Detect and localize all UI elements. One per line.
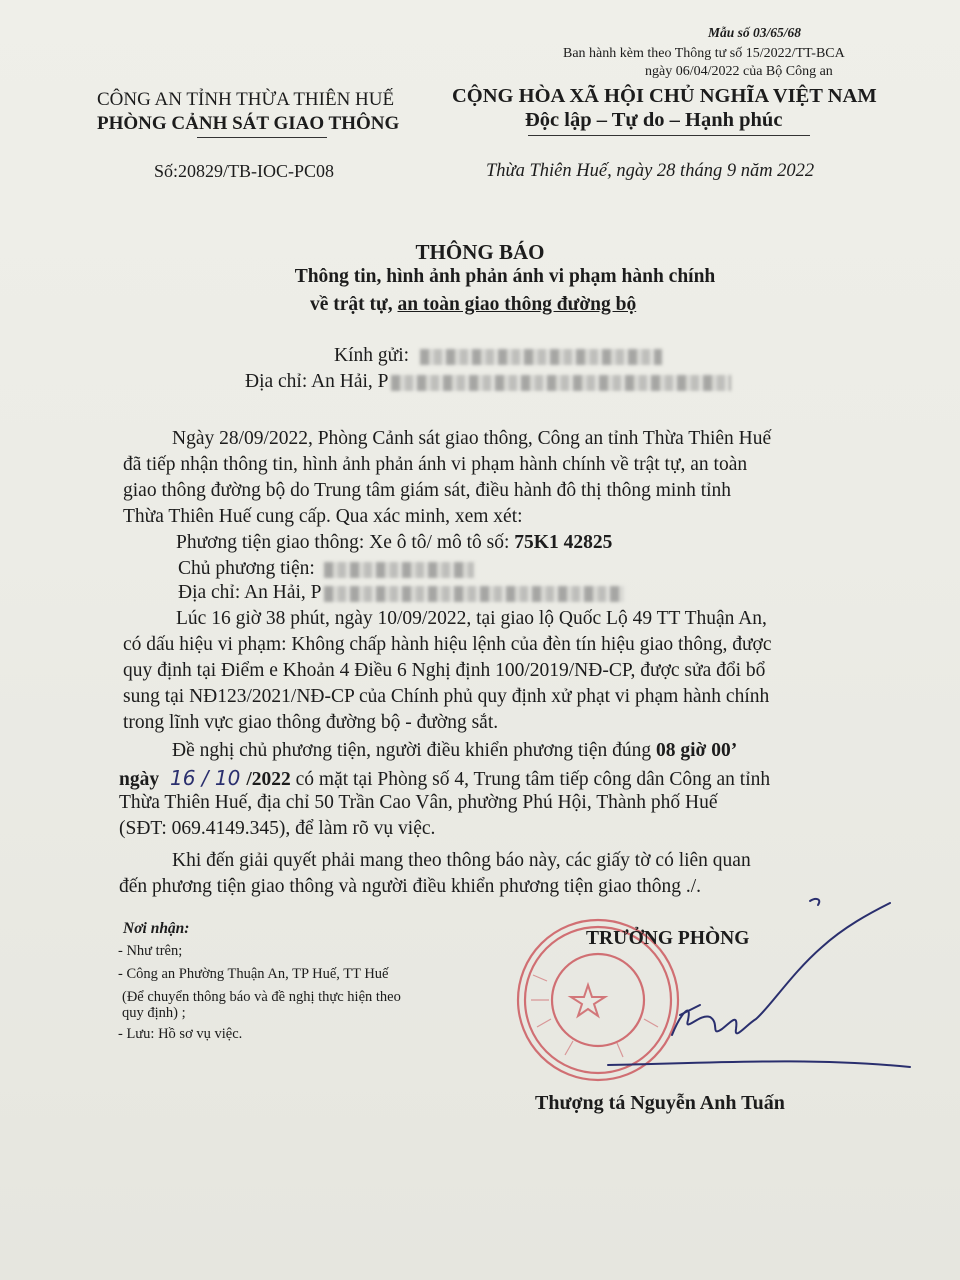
owner-label: Chủ phương tiện: bbox=[178, 558, 315, 579]
p4-line-2: đến phương tiện giao thông và người điều khiển phương tiện giao thông ./. bbox=[119, 876, 702, 897]
subtitle-2-underlined: an toàn giao thông đường bộ bbox=[397, 294, 637, 315]
handwritten-signature-icon bbox=[560, 895, 920, 1085]
p1-line-3: giao thông đường bộ do Trung tâm giám sát, điều hành đô thị thông minh tỉnh bbox=[123, 480, 732, 501]
addressee-to-label: Kính gửi: bbox=[334, 345, 410, 366]
notice-subtitle-1: Thông tin, hình ảnh phản ánh vi phạm hành chính bbox=[294, 266, 716, 287]
recipient-line-4: quy định) ; bbox=[122, 1005, 186, 1021]
signer-role: TRƯỞNG PHÒNG bbox=[586, 928, 750, 949]
p1-line-2: đã tiếp nhận thông tin, hình ảnh phản ánh vi phạm hành chính về trật tự, an toàn bbox=[123, 454, 748, 475]
redacted-owner-name bbox=[324, 562, 474, 578]
form-issued-line-1: Ban hành kèm theo Thông tư số 15/2022/TT-BCA bbox=[563, 46, 845, 61]
place-date: Thừa Thiên Huế, ngày 28 tháng 9 năm 2022 bbox=[486, 161, 815, 181]
form-issued-line-2: ngày 06/04/2022 của Bộ Công an bbox=[645, 64, 833, 79]
subtitle-2-prefix: về trật tự, bbox=[310, 294, 398, 315]
recipient-line-1: - Như trên; bbox=[118, 943, 183, 959]
appointment-year: /2022 bbox=[246, 769, 291, 790]
agency-name: PHÒNG CẢNH SÁT GIAO THÔNG bbox=[97, 113, 400, 134]
form-code: Mẫu số 03/65/68 bbox=[708, 25, 802, 40]
p2-line-2: có dấu hiệu vi phạm: Không chấp hành hiệu lệnh của đèn tín hiệu giao thông, được bbox=[123, 634, 772, 655]
recipient-line-5: - Lưu: Hồ sơ vụ việc. bbox=[118, 1026, 243, 1042]
p3-line-1 bbox=[172, 740, 737, 762]
p3-line-3: Thừa Thiên Huế, địa chỉ 50 Trần Cao Vân, phường Phú Hội, Thành phố Huế bbox=[119, 792, 718, 813]
recipient-line-2: - Công an Phường Thuận An, TP Huế, TT Huế bbox=[118, 966, 389, 982]
p4-line-1: Khi đến giải quyết phải mang theo thông báo này, các giấy tờ có liên quan bbox=[172, 850, 751, 871]
p2-line-4: sung tại NĐ123/2021/NĐ-CP của Chính phủ quy định xử phạt vi phạm hành chính bbox=[123, 686, 770, 707]
p3-line-2-text: có mặt tại Phòng số 4, Trung tâm tiếp công dân Công an tỉnh bbox=[290, 769, 771, 790]
motto-underline bbox=[528, 135, 810, 136]
redacted-owner-address bbox=[324, 586, 624, 602]
p3-line-2 bbox=[119, 766, 770, 791]
addressee-address bbox=[245, 371, 731, 393]
redacted-addressee-name bbox=[420, 349, 662, 365]
p3-line-1-text: Đề nghị chủ phương tiện, người điều khiển phương tiện đúng bbox=[172, 740, 656, 761]
notice-title: THÔNG BÁO bbox=[415, 240, 545, 264]
appointment-day-handwritten: 16 / 10 bbox=[169, 766, 241, 790]
signer-name: Thượng tá Nguyễn Anh Tuấn bbox=[535, 1092, 785, 1114]
vehicle-line bbox=[176, 532, 612, 554]
p2-line-3: quy định tại Điểm e Khoản 4 Điều 6 Nghị định 100/2019/NĐ-CP, được sửa đổi bổ bbox=[123, 660, 766, 681]
p2-line-1: Lúc 16 giờ 38 phút, ngày 10/09/2022, tại giao lộ Quốc Lộ 49 TT Thuận An, bbox=[176, 608, 767, 629]
addressee-to bbox=[334, 345, 662, 367]
redacted-addressee-address bbox=[391, 375, 731, 391]
owner-line bbox=[178, 558, 474, 580]
addressee-address-label: Địa chỉ: An Hải, P bbox=[245, 371, 389, 392]
recipient-line-3: (Để chuyển thông báo và đề nghị thực hiện theo bbox=[122, 989, 401, 1005]
p2-line-5: trong lĩnh vực giao thông đường bộ - đường sắt. bbox=[123, 712, 499, 733]
agency-parent: CÔNG AN TỈNH THỪA THIÊN HUẾ bbox=[97, 89, 395, 110]
p1-line-4: Thừa Thiên Huế cung cấp. Qua xác minh, xem xét: bbox=[123, 506, 523, 527]
notice-subtitle-2 bbox=[310, 294, 636, 316]
owner-address-line bbox=[178, 582, 624, 604]
recipients-title: Nơi nhận: bbox=[123, 920, 190, 937]
document-number: Số:20829/TB-IOC-PC08 bbox=[154, 161, 335, 181]
appointment-day-label: ngày bbox=[119, 769, 160, 790]
nation-name: CỘNG HÒA XÃ HỘI CHỦ NGHĨA VIỆT NAM bbox=[452, 85, 877, 107]
p1-line-1: Ngày 28/09/2022, Phòng Cảnh sát giao thông, Công an tỉnh Thừa Thiên Huế bbox=[172, 428, 772, 449]
owner-address-label: Địa chỉ: An Hải, P bbox=[178, 582, 322, 603]
p3-line-4: (SĐT: 069.4149.345), để làm rõ vụ việc. bbox=[119, 818, 436, 839]
agency-underline bbox=[197, 137, 327, 138]
nation-motto: Độc lập – Tự do – Hạnh phúc bbox=[525, 109, 783, 131]
vehicle-plate: 75K1 42825 bbox=[514, 532, 613, 553]
vehicle-label: Phương tiện giao thông: Xe ô tô/ mô tô số: bbox=[176, 532, 515, 553]
appointment-time: 08 giờ 00’ bbox=[656, 740, 738, 761]
